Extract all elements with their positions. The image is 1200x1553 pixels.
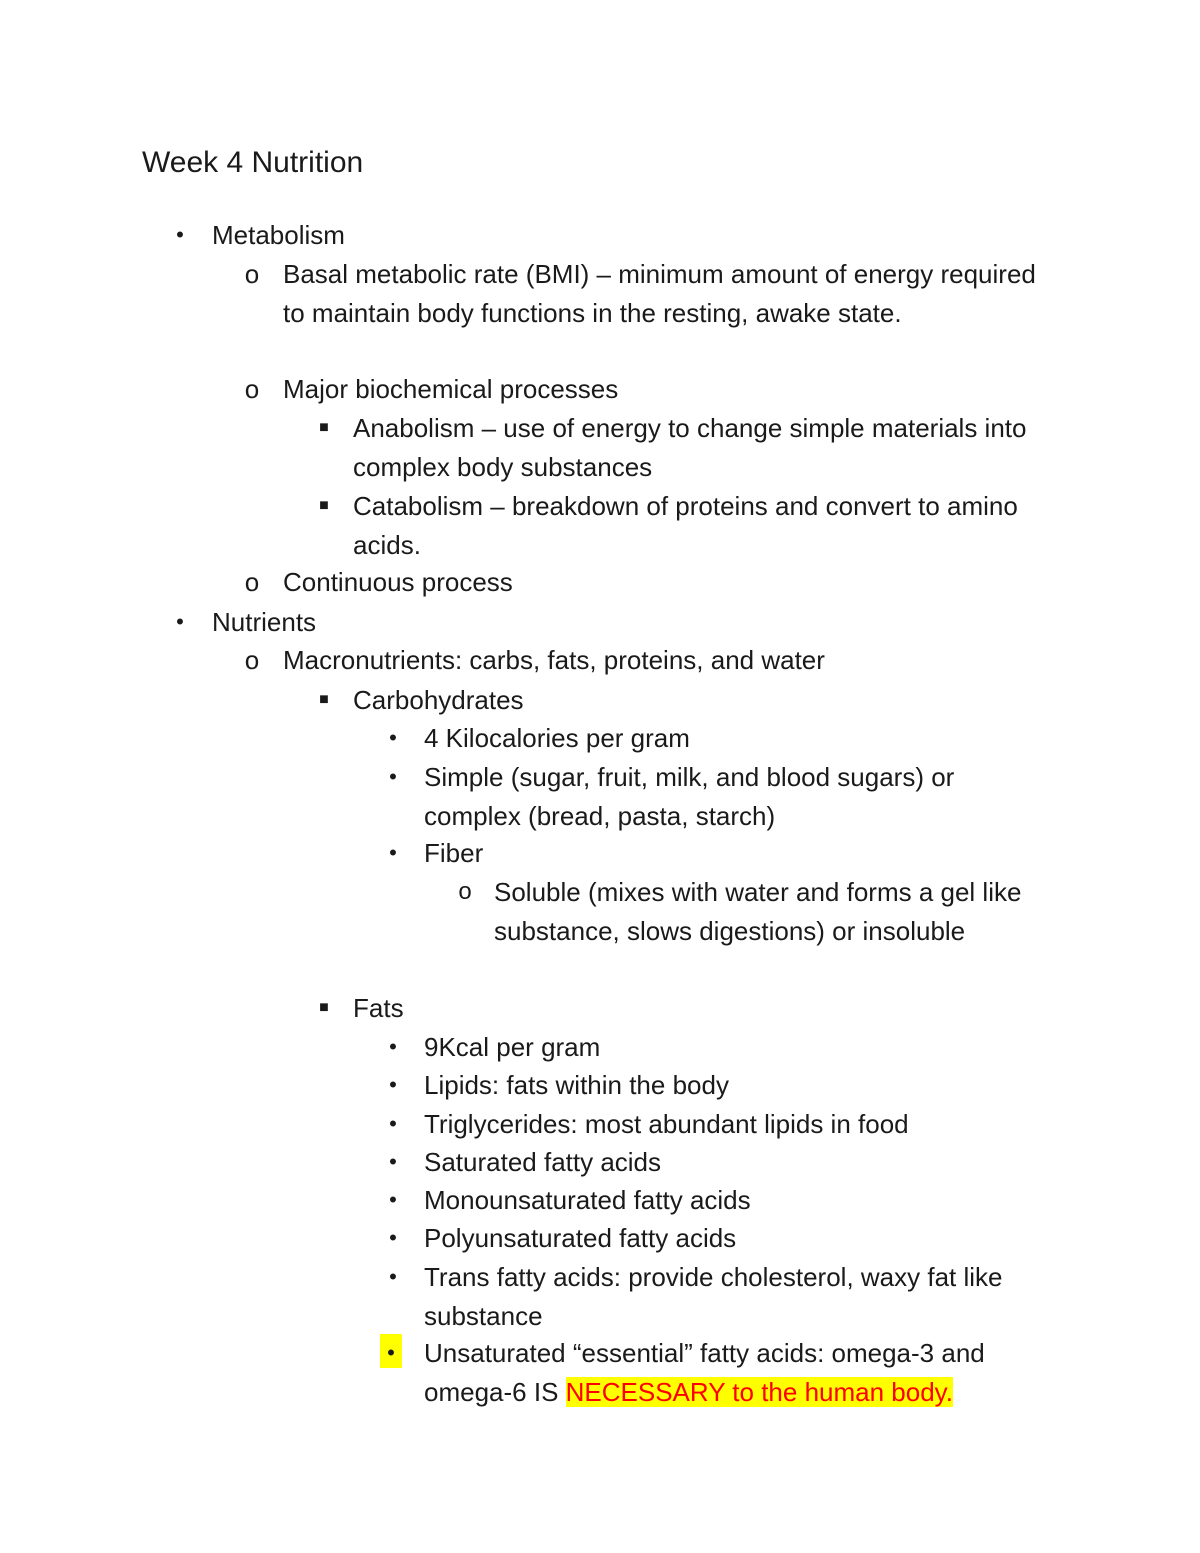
bullet-icon: • [389, 1225, 397, 1250]
list-item-label: Anabolism – use of energy to change simple materials into complex body substances [353, 413, 1027, 482]
list-item-label: Metabolism [212, 220, 345, 250]
bullet-icon: • [176, 222, 184, 247]
bullet-icon: ■ [319, 999, 329, 1016]
list-item-lipids [389, 1066, 1044, 1105]
list-item-bmr [244, 255, 1043, 332]
list-item-label: Soluble (mixes with water and forms a gel like substance, slows digestions) or insoluble [494, 877, 1022, 946]
list-item-catabolism [319, 487, 1053, 564]
list-item-carb-types [389, 758, 1044, 835]
list-item-saturated [389, 1143, 1044, 1182]
list-item-label: Trans fatty acids: provide cholesterol, waxy fat like substance [424, 1262, 1003, 1331]
list-item-label: 4 Kilocalories per gram [424, 723, 690, 753]
list-item-label: Triglycerides: most abundant lipids in food [424, 1109, 909, 1139]
bullet-icon: ■ [319, 691, 329, 708]
bullet-icon: • [389, 764, 397, 789]
list-item-label: Nutrients [212, 607, 317, 637]
list-item-triglycerides [389, 1105, 1044, 1144]
bullet-icon: • [389, 1264, 397, 1289]
page-title: Week 4 Nutrition [142, 146, 364, 179]
list-item-label: Carbohydrates [353, 685, 524, 715]
highlighted-text: NECESSARY to the human body. [565, 1376, 953, 1407]
bullet-icon: • [389, 1187, 397, 1212]
list-item-label: Catabolism – breakdown of proteins and convert to amino acids. [353, 491, 1018, 560]
bullet-icon: o [244, 259, 260, 289]
bullet-icon: • [389, 840, 397, 865]
highlighted-bullet-icon: • [380, 1334, 402, 1368]
list-item-processes [244, 370, 1043, 409]
list-item-anabolism [319, 409, 1053, 486]
list-item-macronutrients [244, 641, 1043, 680]
list-item-carbohydrates [319, 681, 1053, 720]
bullet-icon: o [244, 374, 260, 404]
list-item-label: 9Kcal per gram [424, 1032, 601, 1062]
list-item-label: Simple (sugar, fruit, milk, and blood sugars) or complex (bread, pasta, starch) [424, 762, 955, 831]
list-item-label: Macronutrients: carbs, fats, proteins, and water [283, 645, 825, 675]
list-item-label: Fiber [424, 838, 484, 868]
bullet-icon: • [389, 725, 397, 750]
bullet-icon: o [244, 567, 260, 597]
list-item-continuous [244, 563, 1043, 602]
bullet-icon: • [389, 1072, 397, 1097]
bullet-icon: • [389, 1034, 397, 1059]
list-item-fats [319, 989, 1053, 1028]
essential-text: Unsaturated “essential” fatty acids: omega-3 and omega-6 IS [424, 1338, 985, 1407]
list-item-fiber [389, 834, 1044, 873]
list-item-polyunsaturated [389, 1219, 1044, 1258]
list-item-monounsaturated [389, 1181, 1044, 1220]
list-item-label: Continuous process [283, 567, 513, 597]
list-item-soluble [458, 873, 1054, 950]
list-item-essential [387, 1334, 1044, 1411]
bullet-icon: o [458, 878, 472, 905]
list-item-label [424, 1334, 1044, 1411]
bullet-icon: o [244, 645, 260, 675]
list-item-label: Polyunsaturated fatty acids [424, 1223, 737, 1253]
bullet-icon: ■ [319, 497, 329, 514]
list-item-metabolism [176, 216, 1032, 255]
list-item-label: Basal metabolic rate (BMI) – minimum amount of energy required to maintain body functions in the resting, awake state. [283, 259, 1036, 328]
list-item-fat-kcal [389, 1028, 1044, 1067]
list-item-label: Lipids: fats within the body [424, 1070, 729, 1100]
list-item-trans [389, 1258, 1044, 1335]
bullet-icon: • [176, 609, 184, 634]
bullet-icon: ■ [319, 419, 329, 436]
bullet-icon: • [389, 1149, 397, 1174]
list-item-label: Fats [353, 993, 404, 1023]
list-item-label: Major biochemical processes [283, 374, 619, 404]
list-item-nutrients [176, 603, 1032, 642]
list-item-label: Monounsaturated fatty acids [424, 1185, 751, 1215]
list-item-label: Saturated fatty acids [424, 1147, 662, 1177]
list-item-carb-kcal [389, 719, 1044, 758]
bullet-icon: • [389, 1111, 397, 1136]
